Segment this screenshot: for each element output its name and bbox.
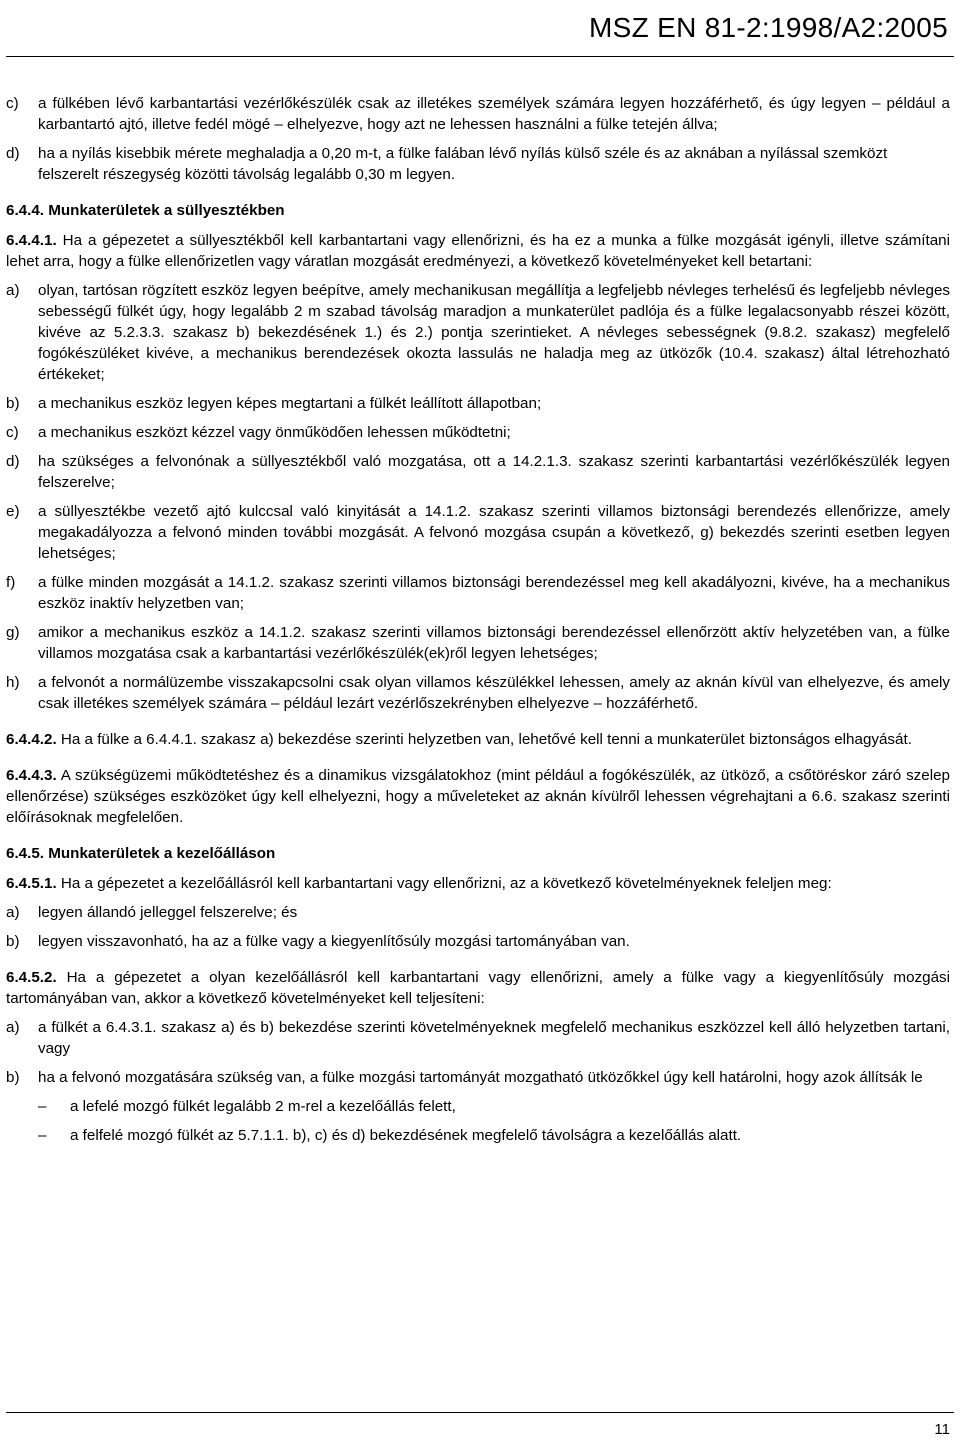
item-label: b) [6,395,20,412]
clause-number: 6.4.5.2. [6,969,57,986]
spacer [6,960,950,967]
clause-6-4-5-1 [6,873,950,894]
list-item [6,393,950,414]
clause-number: 6.4.4.1. [6,232,57,249]
item-label: e) [6,503,20,520]
section-heading-6-4-4 [6,200,950,221]
section-number: 6.4.4. [6,202,44,219]
item-text: amikor a mechanikus eszköz a 14.1.2. szakasz szerinti villamos biztonsági berendezéssel ellenőrzött aktív helyzetében van, a fülke villamos mozgatása csak a karbantartási vezérlőkészülék(ek)ről legyen lehetséges; [38,624,950,662]
spacer [6,758,950,765]
clause-6-4-4-2 [6,729,950,750]
clause-text: Ha a gépezetet a kezelőállásról kell karbantartani vagy ellenőrizni, az a következő követelményeknek feleljen meg: [60,875,832,892]
list-item [6,622,950,664]
spacer [6,722,950,729]
item-text: a lefelé mozgó fülkét legalább 2 m-rel a kezelőállás felett, [70,1098,456,1115]
item-text: ha a felvonó mozgatására szükség van, a fülke mozgási tartományát mozgatható ütközőkkel úgy kell határolni, hogy azok állítsák le [38,1069,923,1086]
item-text: olyan, tartósan rögzített eszköz legyen beépítve, amely mechanikusan megállítja a legfeljebb névleges terhelésű és legfeljebb névleges sebességű fülkét úgy, hogy legalább 2 m szabad távolság maradjon a munkaterület padlója és a fülke legalacsonyabb részei között, kivéve az 5.2.3.3. szakasz b) bekezdésének 1.) és 2.) pontja szerintieket. A névleges sebességnek (9.8.2. szakasz) megfelelő fogókészüléket kivéve, a mechanikus berendezések okozta lassulás ne haladja meg az ütközők (10.4. szakasz) által létrehozható értékeket; [38,282,950,383]
item-text: a fülkét a 6.4.3.1. szakasz a) és b) bekezdése szerinti követelményeknek megfelelő mechanikus eszközzel kell álló helyzetben tartani, vagy [38,1019,950,1057]
section-title: Munkaterületek a kezelőálláson [48,845,276,862]
list-item [6,422,950,443]
clause-text: A szükségüzemi működtetéshez és a dinamikus vizsgálatokhoz (mint például a fogókészülék, az ütköző, a csőtöréskor záró szelep ellenőrzése) szükséges eszközöket úgy kell elhelyezni, hogy a műveleteket az aknán kívülről lehessen végrehajtani a 6.6. szakasz szerinti előírásoknak megfelelően. [6,767,950,826]
list-item [6,451,950,493]
clause-number: 6.4.5.1. [6,875,57,892]
list-item [6,280,950,385]
item-text: a fülkében lévő karbantartási vezérlőkészülék csak az illetékes személyek számára legyen hozzáférhető, és úgy legyen – például a karbantartó ajtó, illetve fedél mögé – elhelyezve, hogy azt ne lehessen használni a fülke tetején állva; [38,95,950,133]
item-label: b) [6,933,20,950]
header-divider [6,56,954,57]
item-label: a) [6,282,20,299]
section-heading-6-4-5 [6,843,950,864]
item-label: g) [6,624,20,641]
page-number: 11 [934,1421,950,1438]
item-label: a) [6,1019,20,1036]
item-text: a mechanikus eszköz legyen képes megtartani a fülkét leállított állapotban; [38,395,542,412]
clause-text: Ha a fülke a 6.4.4.1. szakasz a) bekezdése szerinti helyzetben van, lehetővé kell tenni a munkaterület biztonságos elhagyását. [60,731,912,748]
standard-designation: MSZ EN 81-2:1998/A2:2005 [589,12,948,43]
list-item [6,1067,950,1088]
footer-divider [6,1412,954,1413]
dash-list-item [6,1096,950,1117]
item-label: d) [6,145,20,162]
list-item [6,501,950,564]
item-text: ha szükséges a felvonónak a süllyesztékből való mozgatása, ott a 14.2.1.3. szakasz szerinti karbantartási vezérlőkészülék legyen felszerelve; [38,453,950,491]
item-text: a felvonót a normálüzembe visszakapcsolni csak olyan villamos készülékkel lehessen, amely az aknán kívül van elhelyezve, és amely csak illetékes személyek számára – például lezárt vezérlőszekrényben elhelyezve – hozzáférhető. [38,674,950,712]
item-label: b) [6,1069,20,1086]
section-number: 6.4.5. [6,845,44,862]
dash-bullet: – [38,1098,47,1115]
list-item [6,931,950,952]
item-label: c) [6,95,19,112]
clause-6-4-4-3 [6,765,950,828]
item-label: d) [6,453,20,470]
clause-number: 6.4.4.2. [6,731,57,748]
clause-6-4-5-2 [6,967,950,1009]
dash-bullet: – [38,1127,47,1144]
clause-text: Ha a gépezetet a olyan kezelőállásról kell karbantartani vagy ellenőrizni, amely a fülke vagy a kiegyenlítősúly mozgási tartományában van, akkor a következő követelményeket kell teljesíteni: [6,969,950,1007]
clause-6-4-4-1 [6,230,950,272]
list-item [6,93,950,135]
item-text: a mechanikus eszközt kézzel vagy önműködően lehessen működtetni; [38,424,511,441]
item-text: a süllyesztékbe vezető ajtó kulccsal való kinyitását a 14.1.2. szakasz szerinti villamos biztonsági berendezés ellenőrizze, amely megakadályozza a felvonó minden további mozgását. A felvonó mozgása csupán a következő, g) bekezdés szerinti esetben legyen lehetséges; [38,503,950,562]
list-item [6,143,950,185]
item-text: ha a nyílás kisebbik mérete meghaladja a 0,20 m-t, a fülke falában lévő nyílás külső széle és az aknában a nyílással szemközt felszerelt részegység közötti távolság legalább 0,30 m legyen. [38,145,888,183]
item-text: a fülke minden mozgását a 14.1.2. szakasz szerinti villamos biztonsági berendezéssel meg kell akadályozni, kivéve, ha a mechanikus eszköz inaktív helyzetben van; [38,574,950,612]
list-item [6,1017,950,1059]
clause-number: 6.4.4.3. [6,767,57,784]
item-text: legyen állandó jelleggel felszerelve; és [38,904,298,921]
list-item [6,572,950,614]
section-title: Munkaterületek a süllyesztékben [48,202,285,219]
item-label: f) [6,574,16,591]
list-item [6,902,950,923]
dash-list-item [6,1125,950,1146]
item-label: h) [6,674,20,691]
item-label: c) [6,424,19,441]
list-item [6,672,950,714]
item-label: a) [6,904,20,921]
document-body [6,93,950,1154]
item-text: legyen visszavonható, ha az a fülke vagy a kiegyenlítősúly mozgási tartományában van. [38,933,630,950]
clause-text: Ha a gépezetet a süllyesztékből kell karbantartani vagy ellenőrizni, és ha ez a munka a fülke mozgását igényli, illetve számítani lehet arra, hogy a fülke ellenőrizetlen vagy váratlan mozgását eredményezi, a következő követelményeket kell betartani: [6,232,950,270]
item-text: a felfelé mozgó fülkét az 5.7.1.1. b), c) és d) bekezdésének megfelelő távolságra a kezelőállás alatt. [70,1127,742,1144]
